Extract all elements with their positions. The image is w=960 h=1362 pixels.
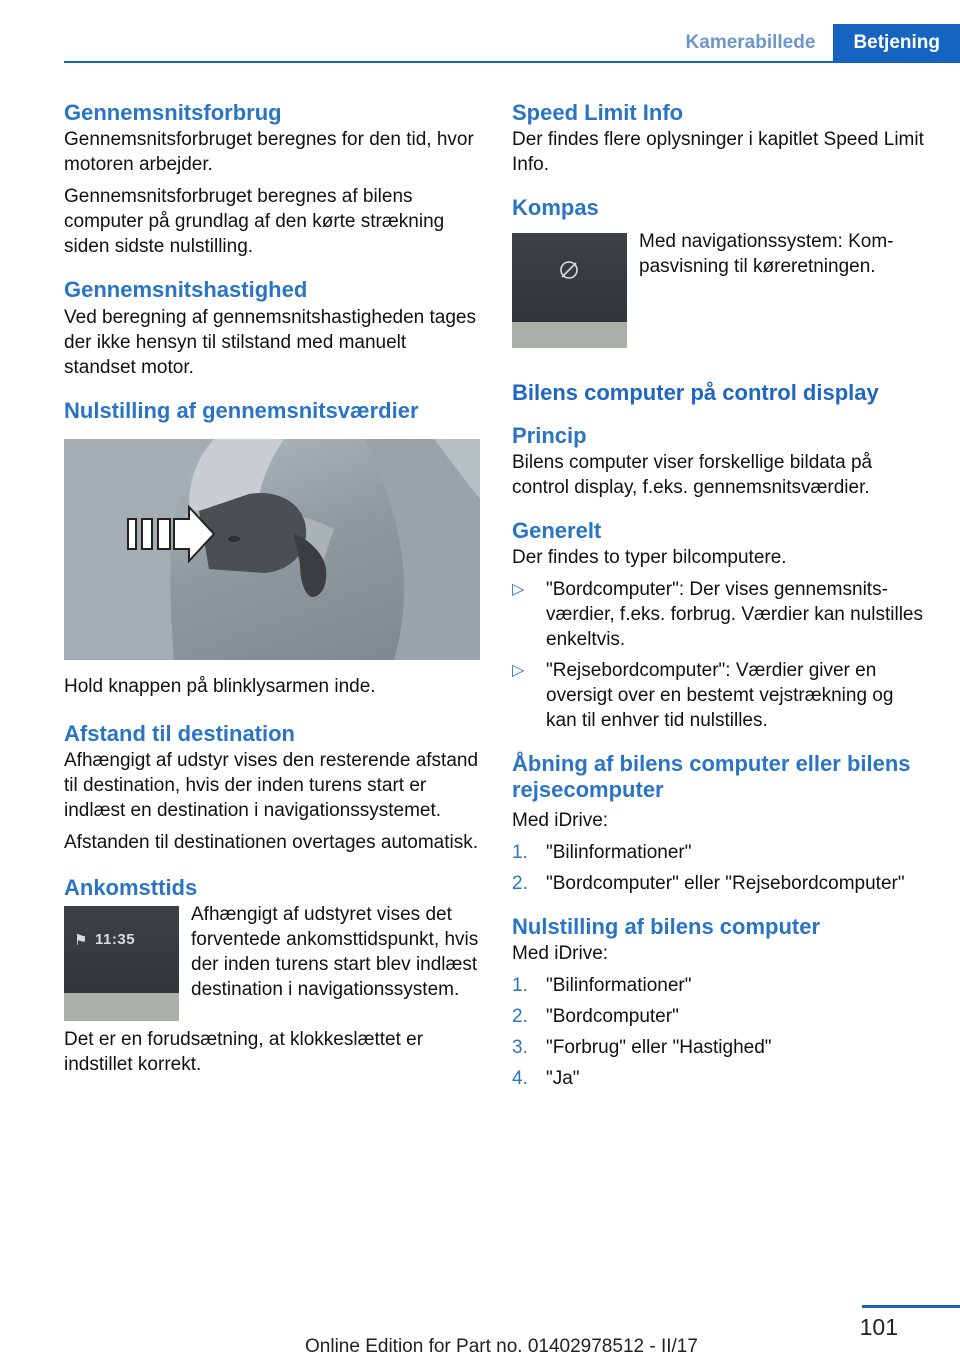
paragraph: Gennemsnitsforbruget beregnes for den tid, hvor motoren arbejder.	[64, 129, 474, 176]
compass-display-image	[512, 233, 627, 348]
step-text: "Bordcomputer"	[546, 1006, 679, 1028]
step-number: 2.	[512, 873, 528, 895]
triangle-bullet-icon: ▷	[512, 581, 525, 599]
arrival-time-display-image	[64, 906, 179, 1021]
bullet-list	[512, 577, 926, 733]
step-text: "Forbrug" eller "Hastighed"	[546, 1037, 772, 1059]
tab-section: Kamerabillede	[668, 24, 834, 62]
list-item	[512, 1066, 926, 1091]
header-rule	[64, 61, 960, 63]
left-column	[64, 100, 482, 1084]
list-item	[512, 840, 926, 865]
heading-afstand-destination: Afstand til destination	[64, 720, 295, 746]
heading-princip: Princip	[512, 422, 587, 448]
kompas-block	[512, 229, 926, 354]
list-item	[512, 1004, 926, 1029]
turn-signal-lever-illustration	[64, 439, 480, 660]
heading-ankomsttids: Ankomsttids	[64, 875, 198, 901]
list-item	[512, 973, 926, 998]
step-text: "Ja"	[546, 1068, 580, 1090]
step-text: "Bordcomputer" eller "Rejsebordcomputer"	[546, 873, 905, 895]
list-item	[512, 871, 926, 896]
paragraph: Afhængigt af udstyret vises det forventede ankomsttidspunkt, hvis der inden turens start blev indlæst destination i navigationssystem.	[191, 904, 479, 1001]
image-caption: Hold knappen på blinklysarmen inde.	[64, 675, 376, 697]
paragraph: Afstanden til destinationen overtages automatisk.	[64, 832, 479, 854]
edition-footer: Online Edition for Part no. 01402978512 - II/17	[305, 1336, 698, 1357]
heading-kompas: Kompas	[512, 195, 599, 221]
right-column	[512, 100, 926, 1099]
paragraph: Det er en forudsætning, at klokkeslættet er indstillet korrekt.	[64, 1029, 424, 1076]
paragraph: Der findes to typer bilcomputere.	[512, 547, 787, 569]
compass-icon	[512, 233, 627, 323]
display-band	[512, 322, 627, 348]
heading-nulstilling-bilens-computer: Nulstilling af bilens computer	[512, 914, 821, 940]
list-item	[512, 577, 926, 652]
heading-speed-limit-info: Speed Limit Info	[512, 100, 684, 125]
step-number: 3.	[512, 1037, 528, 1059]
heading-bilens-computer-control-display: Bilens computer på control display	[512, 379, 879, 405]
paragraph: Med navigationssystem: Kompasvisning til køreretningen.	[639, 230, 894, 277]
list-item	[512, 658, 926, 733]
paragraph: Ved beregning af gennemsnitshastigheden tages der ikke hensyn til stilstand med manuelt standset motor.	[64, 306, 476, 378]
heading-gennemsnitsforbrug: Gennemsnitsforbrug	[64, 100, 282, 125]
lever-drawing	[64, 439, 480, 660]
paragraph: Afhængigt af udstyr vises den resterende afstand til destination, hvis der inden turens start er indlæst en destination i navigationssystemet.	[64, 750, 479, 822]
page-number-rule	[862, 1305, 960, 1308]
flag-icon: ⚑	[74, 932, 88, 950]
ankomsttid-block	[64, 902, 482, 1027]
heading-gennemsnitshastighed: Gennemsnitshastighed	[64, 277, 308, 303]
step-number: 1.	[512, 975, 528, 997]
step-number: 1.	[512, 842, 528, 864]
page-number: 101	[859, 1314, 898, 1340]
heading-generelt: Generelt	[512, 518, 602, 544]
triangle-bullet-icon: ▷	[512, 662, 525, 680]
heading-nulstilling-gennemsnit: Nulstilling af gennemsnitsværdier	[64, 397, 419, 423]
step-number: 4.	[512, 1068, 528, 1090]
steps-list	[512, 840, 926, 896]
step-text: "Bilinformationer"	[546, 842, 692, 864]
steps-list	[512, 973, 926, 1091]
step-number: 2.	[512, 1006, 528, 1028]
paragraph: Der findes flere oplysninger i kapitlet Speed Limit Info.	[512, 129, 924, 176]
list-item-text: "Rejsebordcomputer": Værdier giver en oversigt over en bestemt vejstrækning og kan til enhver tid nulstilles.	[546, 660, 894, 732]
paragraph: Med iDrive:	[512, 943, 609, 965]
step-text: "Bilinformationer"	[546, 975, 692, 997]
heading-aabning-bilens-computer: Åbning af bilens computer eller bilens rejsecomputer	[512, 751, 911, 802]
list-item	[512, 1035, 926, 1060]
display-band	[64, 993, 179, 1021]
header-tabs	[668, 24, 960, 62]
list-item-text: "Bordcomputer": Der vises gennemsnitsværdier, f.eks. forbrug. Værdier kan nulstilles enkeltvis.	[546, 579, 923, 651]
paragraph: Gennemsnitsforbruget beregnes af bilens computer på grundlag af den kørte strækning siden sidste nulstilling.	[64, 186, 445, 258]
paragraph: Med iDrive:	[512, 810, 609, 832]
clock-time: 11:35	[95, 931, 136, 949]
paragraph: Bilens computer viser forskellige bildata på control display, f.eks. gennemsnitsværdier.	[512, 452, 873, 499]
tab-chapter: Betjening	[833, 24, 960, 62]
